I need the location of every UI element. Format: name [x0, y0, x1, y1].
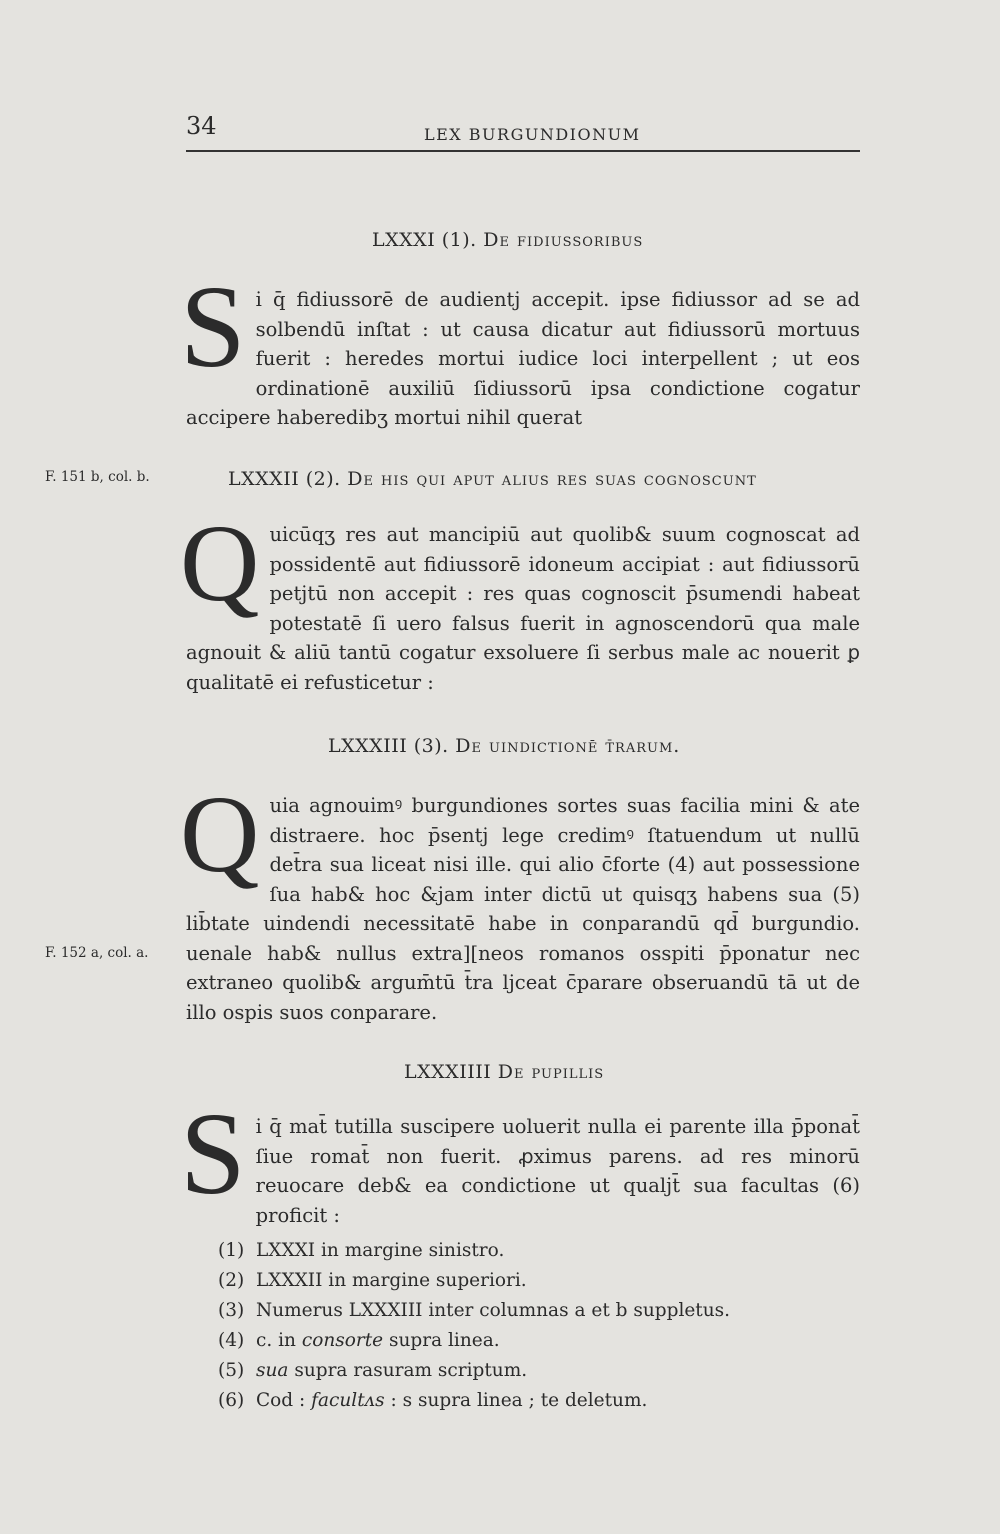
section-heading-lxxxii [0, 468, 1000, 490]
drop-cap: S [180, 261, 246, 392]
section-heading-lxxxiiii [0, 1061, 1000, 1083]
section-body-lxxxiiii [180, 1088, 860, 1230]
footnote-ref: (3). [413, 735, 449, 757]
footnote-number: (6) [218, 1390, 245, 1411]
footnote-number: (5) [218, 1360, 245, 1381]
footnote-ref: (1). [441, 229, 477, 251]
footnote-text: LXXXI in margine sinistro. [256, 1240, 505, 1261]
section-body-lxxxi [180, 261, 860, 433]
footnote [218, 1356, 730, 1386]
footnote-number: (2) [218, 1270, 245, 1291]
section-text: i q̄ mat̄ tutilla suscipere uoluerit nulla ei parente illa p̄ponat̄ ſiue romat̄ non fuerit. ꝓximus parens. ad res minorū reuocare deb& ea condictione ut qualjt̄ sua facultas (6) proficit : [255, 1115, 860, 1227]
margin-note: F. 151 b, col. b. [45, 469, 150, 485]
footnote [218, 1296, 730, 1326]
section-heading-lxxxi [0, 229, 1000, 251]
section-text: uicūqʒ res aut mancipiū aut quolib& suum cognoscat ad possidentē aut fidiussorē idoneum accipiat : aut fidiussorū petjtū non accepit : res quas cognoscit p̄sumendi habeat potestatē ſi uero falsus fuerit in agnoscendorū qua male agnouit & aliū tantū cogatur exsoluere ſi serbus male ac nouerit ꝑ qualitatē ei refusticetur : [186, 523, 860, 694]
section-body-lxxxii [180, 502, 860, 697]
footnote [218, 1326, 730, 1356]
page-number: 34 [186, 112, 217, 140]
section-number: LXXXII [228, 468, 300, 490]
footnote-number: (3) [218, 1300, 245, 1321]
drop-cap: Q [180, 773, 260, 895]
section-title: De pupillis [497, 1061, 605, 1083]
section-heading-lxxxiii [0, 735, 1000, 757]
footnotes [218, 1236, 730, 1416]
section-title: De his qui aput alius res suas cognoscunt [347, 468, 757, 490]
footnote-number: (1) [218, 1240, 245, 1261]
margin-note: F. 152 a, col. a. [45, 945, 149, 961]
footnote-text: Numerus LXXXIII inter columnas a et b suppletus. [256, 1300, 731, 1321]
footnote-text-post: : s supra linea ; te deletum. [384, 1390, 648, 1411]
footnote-text-post: supra linea. [383, 1330, 500, 1351]
footnote-number: (4) [218, 1330, 245, 1351]
footnote-ref: (2). [305, 468, 341, 490]
footnote-text-italic: sua [256, 1360, 289, 1381]
running-title: LEX BURGUNDIONUM [424, 125, 641, 144]
section-title: De uindictionē t̄rarum. [455, 735, 681, 757]
footnote-text-post: supra rasuram scriptum. [288, 1360, 528, 1381]
footnote-text-italic: facultᴧs [311, 1390, 385, 1411]
section-number: LXXXIII [328, 735, 408, 757]
section-title: De fidiussoribus [483, 229, 644, 251]
section-text: i q̄ fidiussorē de audientj accepit. ipse fidiussor ad se ad solbendū inſtat : ut causa dicatur aut fidiussorū mortuus fuerit : heredes mortui iudice loci interpellent ; ut eos ordinationē auxiliū ſidiussorū ipsa condictione cogatur accipere haberedibʒ mortui nihil querat [186, 288, 860, 429]
section-text: uia agnouimꝰ burgundiones sortes suas facilia mini & ate distraere. hoc p̄sentj lege credimꝰ ſtatuendum ut nullū det̄ra sua liceat nisi ille. qui alio c̄forte (4) aut possessione ſua hab& hoc &jam inter dictū ut quisqʒ habens sua (5) lib̄tate uindendi necessitatē habe in conparandū qd̄ burgundio. uenale hab& nullus extra][neos romanos osspiti p̄ponatur nec extraneo quolib& argum̄tū t̄ra ljceat c̄parare obseruandū tā ut de illo ospis suos conparare. [186, 794, 860, 1024]
header-rule [186, 150, 860, 152]
footnote [218, 1386, 730, 1416]
footnote [218, 1266, 730, 1296]
footnote-text: LXXXII in margine superiori. [256, 1270, 527, 1291]
section-body-lxxxiii [180, 773, 860, 1027]
drop-cap: S [180, 1088, 246, 1219]
drop-cap: Q [180, 502, 260, 624]
footnote-text-italic: consorte [301, 1330, 384, 1351]
section-number: LXXXIIII [404, 1061, 492, 1083]
footnote [218, 1236, 730, 1266]
footnote-text-pre: Cod : [256, 1390, 312, 1411]
footnote-text-pre: c. in [256, 1330, 302, 1351]
section-number: LXXXI [372, 229, 436, 251]
